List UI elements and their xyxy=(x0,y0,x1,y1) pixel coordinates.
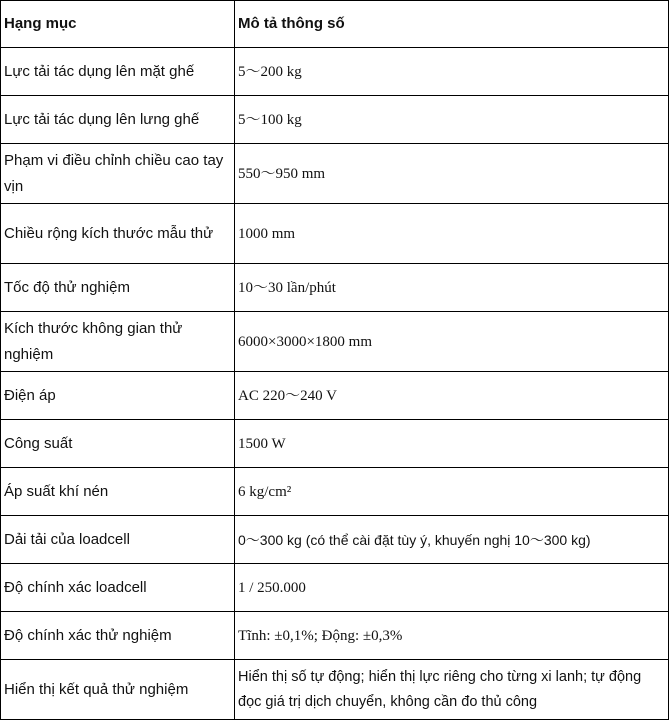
row-spec-value: 1500 W xyxy=(235,420,669,468)
row-spec-value: 6000×3000×1800 mm xyxy=(235,312,669,372)
row-item-label: Dải tải của loadcell xyxy=(1,516,235,564)
row-spec-value: Tĩnh: ±0,1%; Động: ±0,3% xyxy=(235,612,669,660)
table-row xyxy=(1,420,669,468)
row-spec-value: 5～200 kg xyxy=(235,48,669,96)
row-item-label: Lực tải tác dụng lên lưng ghế xyxy=(1,96,235,144)
row-item-label: Công suất xyxy=(1,420,235,468)
row-item-label: Điện áp xyxy=(1,372,235,420)
table-row xyxy=(1,612,669,660)
table-row xyxy=(1,96,669,144)
row-spec-value: Hiển thị số tự động; hiển thị lực riêng cho từng xi lanh; tự động đọc giá trị dịch chuyển, không cần đo thủ công xyxy=(235,660,669,720)
row-spec-value: 1000 mm xyxy=(235,204,669,264)
table-row xyxy=(1,468,669,516)
row-spec-value: 6 kg/cm² xyxy=(235,468,669,516)
row-item-label: Phạm vi điều chỉnh chiều cao tay vịn xyxy=(1,144,235,204)
table-row xyxy=(1,264,669,312)
row-spec-value: 550～950 mm xyxy=(235,144,669,204)
table-row xyxy=(1,312,669,372)
row-item-label: Hiển thị kết quả thử nghiệm xyxy=(1,660,235,720)
header-spec: Mô tả thông số xyxy=(235,1,669,48)
row-item-label: Chiều rộng kích thước mẫu thử xyxy=(1,204,235,264)
header-row xyxy=(1,1,669,48)
row-item-label: Kích thước không gian thử nghiệm xyxy=(1,312,235,372)
row-spec-value: 1 / 250.000 xyxy=(235,564,669,612)
row-item-label: Tốc độ thử nghiệm xyxy=(1,264,235,312)
table-row xyxy=(1,48,669,96)
row-spec-value: 5～100 kg xyxy=(235,96,669,144)
table-row xyxy=(1,660,669,720)
row-item-label: Áp suất khí nén xyxy=(1,468,235,516)
row-item-label: Độ chính xác thử nghiệm xyxy=(1,612,235,660)
row-spec-value: 0～300 kg (có thể cài đặt tùy ý, khuyến nghị 10～300 kg) xyxy=(235,516,669,564)
table-row xyxy=(1,516,669,564)
header-item: Hạng mục xyxy=(1,1,235,48)
row-spec-value: AC 220～240 V xyxy=(235,372,669,420)
table-row xyxy=(1,204,669,264)
row-item-label: Lực tải tác dụng lên mặt ghế xyxy=(1,48,235,96)
table-row xyxy=(1,564,669,612)
table-row xyxy=(1,144,669,204)
table-row xyxy=(1,372,669,420)
row-item-label: Độ chính xác loadcell xyxy=(1,564,235,612)
row-spec-value: 10～30 lần/phút xyxy=(235,264,669,312)
